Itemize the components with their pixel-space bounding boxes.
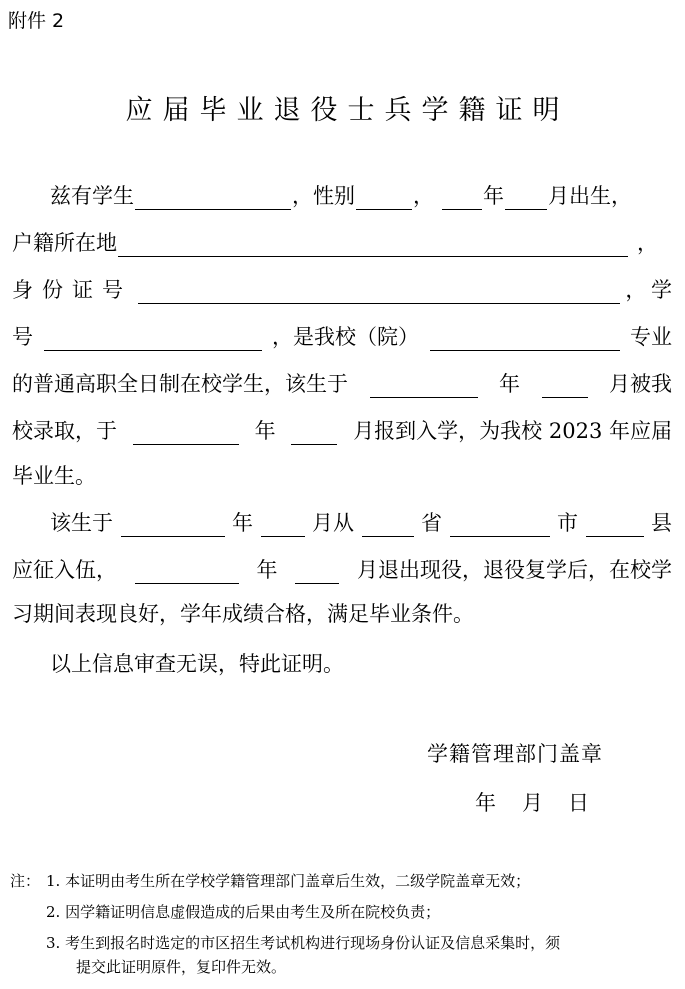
text: 校录取，于	[12, 419, 117, 443]
text: 以上信息审查无误，特此证明。	[50, 652, 344, 676]
admission-year-blank[interactable]	[370, 375, 478, 398]
student-name-blank[interactable]	[135, 187, 291, 210]
text: 月报到入学，为我校 2023 年应届	[353, 419, 672, 443]
para1-line1	[12, 180, 672, 210]
para1-line7	[12, 460, 672, 490]
date-month-label: 月	[522, 791, 544, 815]
para2-line2	[12, 554, 672, 584]
text: 兹有学生	[50, 184, 134, 208]
text: 毕业生。	[12, 464, 96, 488]
text: 月从	[312, 511, 354, 535]
text: 月被我	[609, 372, 672, 396]
birth-year-blank[interactable]	[442, 187, 482, 210]
stamp-department: 学籍管理部门盖章	[427, 742, 603, 766]
text: 月退出现役，退役复学后，在校学	[357, 558, 672, 582]
text: ，性别	[292, 184, 355, 208]
para2-line3	[12, 598, 672, 628]
text: ，	[413, 184, 434, 208]
household-address-blank[interactable]	[118, 234, 628, 257]
admission-month-blank[interactable]	[542, 375, 588, 398]
text: 户籍所在地	[12, 231, 117, 255]
text: ，是我校（院）	[272, 325, 419, 349]
text: 月出生，	[548, 184, 632, 208]
enlist-year-blank[interactable]	[121, 514, 225, 537]
text: 市	[557, 511, 578, 535]
text: 习期间表现良好，学年成绩合格，满足毕业条件。	[12, 602, 474, 626]
text: 应征入伍，	[12, 558, 117, 582]
county-blank[interactable]	[586, 514, 644, 537]
para1-line6	[12, 415, 672, 445]
text: 县	[651, 511, 672, 535]
para1-line4	[12, 321, 672, 351]
city-blank[interactable]	[450, 514, 550, 537]
date-year-label: 年	[475, 791, 497, 815]
enroll-month-blank[interactable]	[291, 422, 337, 445]
enroll-year-blank[interactable]	[133, 422, 239, 445]
attachment-label: 附件 2	[8, 10, 65, 32]
discharge-month-blank[interactable]	[295, 561, 339, 584]
para3-line	[12, 648, 672, 678]
document-title: 应届毕业退役士兵学籍证明	[125, 95, 570, 126]
text: 学	[650, 278, 672, 302]
province-blank[interactable]	[362, 514, 414, 537]
text: 专业	[630, 325, 672, 349]
text: 年	[483, 184, 504, 208]
text: 年	[256, 558, 278, 582]
notes-prefix: 注：	[10, 872, 41, 890]
note-1: 1. 本证明由考生所在学校学籍管理部门盖章后生效，二级学院盖章无效；	[46, 872, 531, 890]
student-number-blank[interactable]	[44, 328, 262, 351]
birth-month-blank[interactable]	[505, 187, 547, 210]
text: 的普通高职全日制在校学生，该生于	[12, 372, 348, 396]
text: ，	[625, 278, 647, 302]
id-number-blank[interactable]	[138, 281, 620, 304]
text: 年	[499, 372, 520, 396]
text: 年	[232, 511, 253, 535]
discharge-year-blank[interactable]	[135, 561, 239, 584]
major-blank[interactable]	[430, 328, 620, 351]
note-3-continued: 提交此证明原件，复印件无效。	[76, 958, 287, 976]
date-day-label: 日	[568, 791, 590, 815]
note-3: 3. 考生到报名时选定的市区招生考试机构进行现场身份认证及信息采集时，须	[46, 934, 561, 952]
text: ，	[637, 231, 658, 255]
text: 身份证号	[12, 278, 132, 302]
para1-line2	[12, 227, 672, 257]
note-2: 2. 因学籍证明信息虚假造成的后果由考生及所在院校负责；	[46, 903, 441, 921]
text: 省	[421, 511, 442, 535]
para2-line1	[12, 507, 672, 537]
text: 号	[12, 325, 33, 349]
para1-line3	[12, 274, 672, 304]
text: 年	[254, 419, 276, 443]
gender-blank[interactable]	[356, 187, 412, 210]
para1-line5	[12, 368, 672, 398]
text: 该生于	[50, 511, 113, 535]
enlist-month-blank[interactable]	[261, 514, 305, 537]
